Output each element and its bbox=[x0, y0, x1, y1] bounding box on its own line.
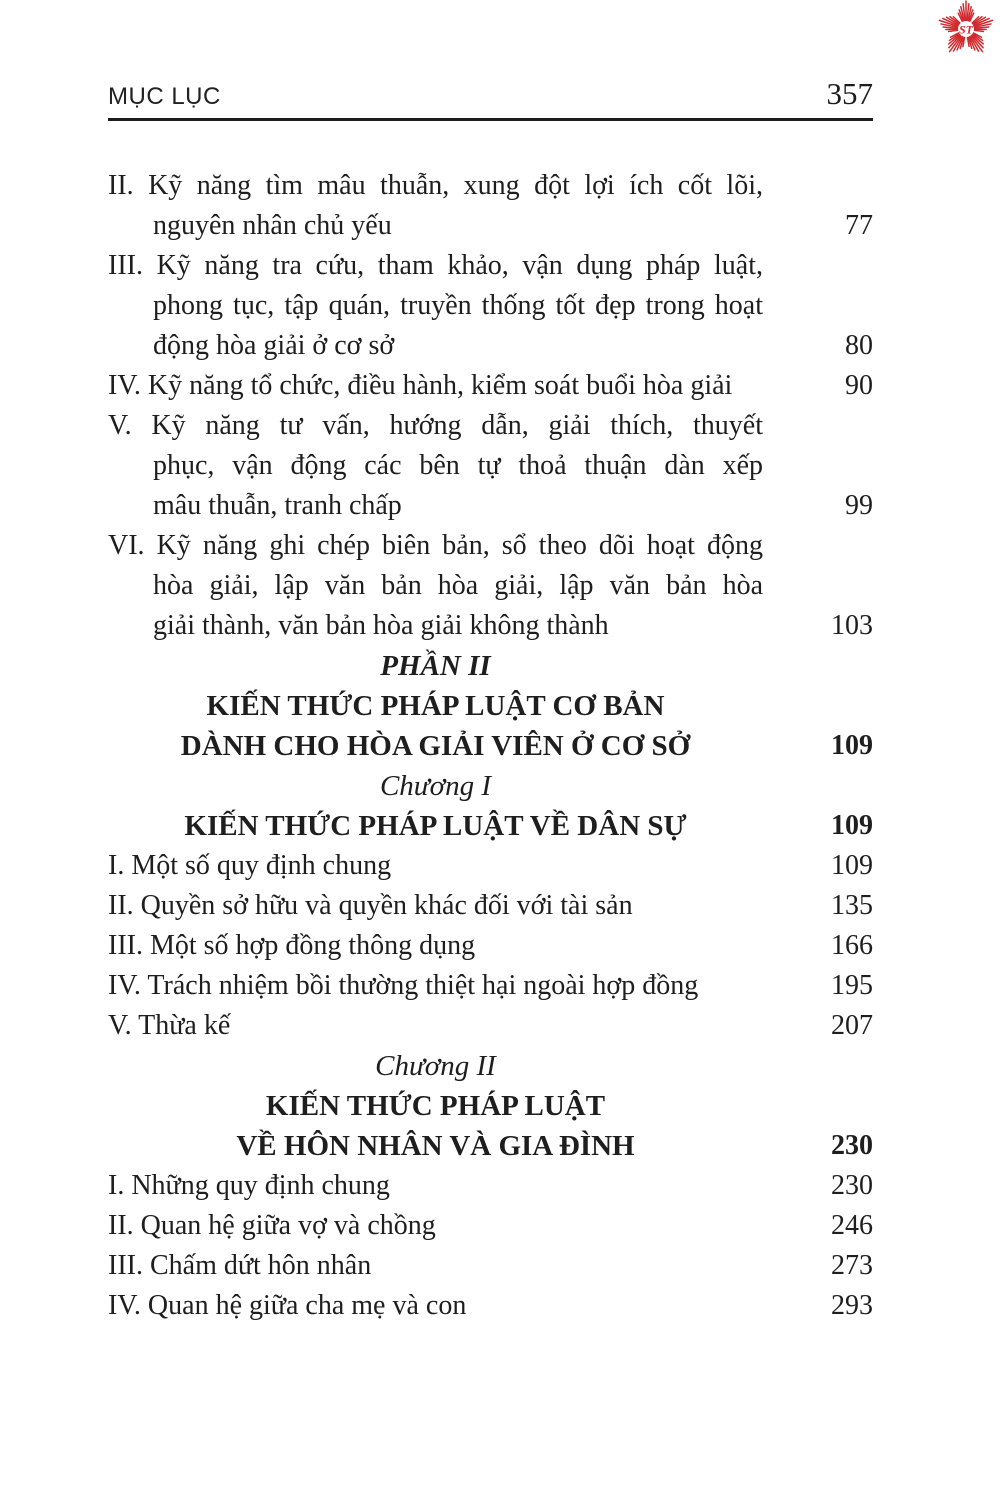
toc-line: VỀ HÔN NHÂN VÀ GIA ĐÌNH bbox=[236, 1130, 635, 1162]
toc-entry bbox=[108, 1246, 873, 1286]
toc-line: động hòa giải ở cơ sở bbox=[153, 330, 395, 361]
toc-entry-text bbox=[108, 1166, 763, 1206]
toc-line: VI. Kỹ năng ghi chép biên bản, sổ theo dõi hoạt động bbox=[108, 530, 763, 561]
toc-entry-page: 99 bbox=[845, 490, 873, 521]
toc-entry-page: 109 bbox=[831, 850, 873, 881]
toc-line: PHẦN II bbox=[380, 650, 491, 682]
toc-entry-text bbox=[108, 1046, 763, 1086]
toc-line: IV. Quan hệ giữa cha mẹ và con bbox=[108, 1290, 467, 1321]
running-header bbox=[108, 76, 873, 121]
toc-entry-text bbox=[108, 1286, 763, 1326]
toc-entry bbox=[108, 366, 873, 406]
toc-entry-text bbox=[108, 726, 763, 766]
toc-entry-text bbox=[108, 966, 763, 1006]
toc-entry bbox=[108, 1206, 873, 1246]
toc-line: I. Một số quy định chung bbox=[108, 850, 392, 881]
toc-entry-page: 246 bbox=[831, 1210, 873, 1241]
toc-line: KIẾN THỨC PHÁP LUẬT bbox=[265, 1090, 606, 1122]
toc-line: giải thành, văn bản hòa giải không thành bbox=[153, 610, 609, 641]
toc-entry-page: 195 bbox=[831, 970, 873, 1001]
toc-line: III. Chấm dứt hôn nhân bbox=[108, 1250, 372, 1281]
toc-line: II. Quan hệ giữa vợ và chồng bbox=[108, 1210, 436, 1241]
toc-heading bbox=[108, 1046, 873, 1086]
toc-entry-page: 109 bbox=[831, 730, 873, 761]
toc-heading bbox=[108, 1126, 873, 1166]
toc-entry-page: 273 bbox=[831, 1250, 873, 1281]
toc-heading bbox=[108, 726, 873, 766]
toc-entry bbox=[108, 1166, 873, 1206]
toc-entry-text bbox=[108, 406, 763, 526]
toc-entry-text bbox=[108, 166, 763, 246]
toc-entry bbox=[108, 1286, 873, 1326]
toc-line: II. Quyền sở hữu và quyền khác đối với tài sản bbox=[108, 890, 633, 921]
toc-line: IV. Trách nhiệm bồi thường thiệt hại ngoài hợp đồng bbox=[108, 970, 699, 1001]
toc-entry bbox=[108, 926, 873, 966]
toc-entry-text bbox=[108, 366, 763, 406]
toc-line: Chương I bbox=[379, 770, 492, 802]
toc-heading bbox=[108, 1086, 873, 1126]
toc-entry bbox=[108, 246, 873, 366]
toc-line: KIẾN THỨC PHÁP LUẬT VỀ DÂN SỰ bbox=[184, 810, 687, 842]
logo-monogram-text: ST bbox=[958, 22, 974, 37]
toc-entry-text bbox=[108, 926, 763, 966]
toc-line: III. Kỹ năng tra cứu, tham khảo, vận dụng pháp luật, bbox=[108, 250, 763, 281]
toc-entry-text bbox=[108, 646, 763, 686]
toc-line: III. Một số hợp đồng thông dụng bbox=[108, 930, 476, 961]
toc-entry-text bbox=[108, 806, 763, 846]
page-title: MỤC LỤC bbox=[108, 83, 221, 110]
toc-entry-text bbox=[108, 1206, 763, 1246]
toc-entry-page: 80 bbox=[845, 330, 873, 361]
toc-entry-page: 77 bbox=[845, 210, 873, 241]
toc-entry-text bbox=[108, 1086, 763, 1126]
toc-line: phục, vận động các bên tự thoả thuận dàn xếp bbox=[153, 450, 763, 481]
toc-entry-page: 293 bbox=[831, 1290, 873, 1321]
toc-entry bbox=[108, 1006, 873, 1046]
toc-line: nguyên nhân chủ yếu bbox=[153, 210, 392, 241]
toc-heading bbox=[108, 686, 873, 726]
toc-entry-page: 166 bbox=[831, 930, 873, 961]
toc-entry-text bbox=[108, 1246, 763, 1286]
toc-entry-text bbox=[108, 246, 763, 366]
toc-entry bbox=[108, 526, 873, 646]
toc-heading bbox=[108, 766, 873, 806]
toc-entry-page: 103 bbox=[831, 610, 873, 641]
toc-line: KIẾN THỨC PHÁP LUẬT CƠ BẢN bbox=[206, 690, 665, 722]
publisher-logo bbox=[933, 0, 999, 60]
toc-entry-text bbox=[108, 1126, 763, 1166]
toc-entry bbox=[108, 966, 873, 1006]
toc-entry-text bbox=[108, 846, 763, 886]
toc-entry-page: 135 bbox=[831, 890, 873, 921]
toc-line: phong tục, tập quán, truyền thống tốt đẹp trong hoạt bbox=[153, 290, 763, 321]
toc-heading bbox=[108, 806, 873, 846]
toc-entry-page: 230 bbox=[831, 1170, 873, 1201]
toc-entry bbox=[108, 846, 873, 886]
toc-line: V. Thừa kế bbox=[108, 1010, 231, 1041]
toc-line: mâu thuẫn, tranh chấp bbox=[153, 490, 402, 521]
toc-entry-text bbox=[108, 1006, 763, 1046]
toc-line: DÀNH CHO HÒA GIẢI VIÊN Ở CƠ SỞ bbox=[180, 730, 691, 762]
toc-line: I. Những quy định chung bbox=[108, 1170, 390, 1201]
toc-line: V. Kỹ năng tư vấn, hướng dẫn, giải thích, thuyết bbox=[108, 410, 763, 441]
toc-entry-text bbox=[108, 766, 763, 806]
toc-entry-text bbox=[108, 686, 763, 726]
toc-line: IV. Kỹ năng tổ chức, điều hành, kiểm soát buổi hòa giải bbox=[108, 370, 733, 401]
toc-line: Chương II bbox=[375, 1050, 496, 1082]
toc-entry bbox=[108, 166, 873, 246]
toc-line: hòa giải, lập văn bản hòa giải, lập văn bản hòa bbox=[153, 570, 763, 601]
toc-entry-text bbox=[108, 526, 763, 646]
toc-heading bbox=[108, 646, 873, 686]
toc-entry bbox=[108, 886, 873, 926]
toc-entry bbox=[108, 406, 873, 526]
toc-line: II. Kỹ năng tìm mâu thuẫn, xung đột lợi ích cốt lõi, bbox=[108, 170, 763, 201]
toc-entry-page: 207 bbox=[831, 1010, 873, 1041]
page-number: 357 bbox=[826, 76, 873, 111]
starburst-icon bbox=[933, 0, 999, 60]
toc-list bbox=[108, 166, 873, 1326]
toc-entry-page: 230 bbox=[831, 1130, 873, 1161]
toc-entry-text bbox=[108, 886, 763, 926]
toc-entry-page: 90 bbox=[845, 370, 873, 401]
toc-entry-page: 109 bbox=[831, 810, 873, 841]
